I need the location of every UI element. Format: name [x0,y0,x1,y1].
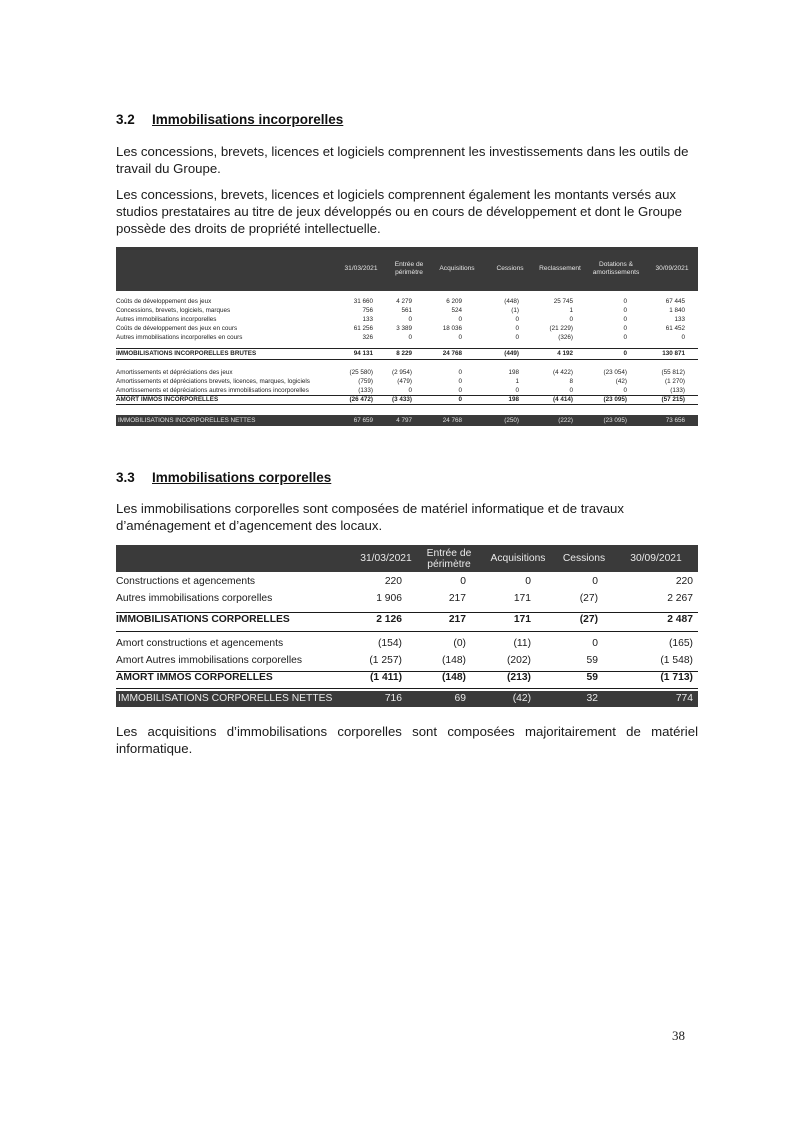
cell-value: (1) [511,307,519,314]
cell-value: (759) [358,378,373,385]
table-row [116,576,698,591]
cell-value: 67 659 [353,417,373,424]
cell-value: 59 [586,655,598,666]
section-number: 3.2 [116,112,135,127]
cell-value: 326 [362,334,373,341]
cell-value: (21 229) [549,325,573,332]
column-header: Entrée de périmètre [426,547,472,570]
column-header: Entrée de périmètre [394,261,424,276]
cell-value: 0 [515,316,519,323]
cell-value: 133 [362,316,373,323]
cell-value: 31 660 [353,298,373,305]
row-label: Autres immobilisations corporelles [116,593,273,604]
table-row [116,307,698,316]
cell-value: 2 267 [667,593,693,604]
cell-value: (133) [670,387,685,394]
cell-value: 220 [384,576,402,587]
cell-value: (202) [506,655,531,666]
column-header: Reclassement [539,265,581,272]
cell-value: 171 [513,593,531,604]
cell-value: (222) [558,417,573,424]
cell-value: 0 [458,387,462,394]
cell-value: 4 279 [396,298,412,305]
row-label: Autres immobilisations incorporelles en cours [116,334,243,341]
cell-value: (479) [397,378,412,385]
cell-value: (2 954) [392,369,412,376]
cell-value: 0 [569,387,573,394]
cell-value: (27) [579,614,598,625]
cell-value: (1 713) [660,672,693,683]
cell-value: 2 126 [376,614,402,625]
intangible-assets-table [116,247,698,447]
page-number: 38 [672,1028,685,1043]
cell-value: 220 [675,576,693,587]
cell-value: 133 [674,316,685,323]
cell-value: 0 [460,576,466,587]
cell-value: 6 209 [446,298,462,305]
cell-value: (165) [668,638,693,649]
cell-value: (1 411) [369,672,402,683]
cell-value: 69 [454,693,466,704]
cell-value: 0 [458,378,462,385]
table-row [116,638,698,653]
cell-value: 0 [408,387,412,394]
cell-value: 0 [408,334,412,341]
row-label: Concessions, brevets, logiciels, marques [116,307,231,314]
column-header: Cessions [562,553,606,564]
cell-value: (154) [377,638,402,649]
cell-value: 18 036 [442,325,462,332]
cell-value: 32 [586,693,598,704]
column-header: Acquisitions [439,265,475,272]
table-row [116,325,698,334]
cell-value: (1 257) [369,655,402,666]
tangible-assets-table [116,545,698,710]
cell-value: 171 [513,614,531,625]
table-row [116,655,698,670]
cell-value: (449) [504,350,519,357]
cell-value: 94 131 [353,350,373,357]
table-row [116,369,698,378]
cell-value: 774 [675,693,693,704]
column-header: 31/03/2021 [344,265,378,272]
cell-value: 1 906 [376,593,402,604]
cell-value: (27) [579,593,598,604]
cell-value: 716 [384,693,402,704]
cell-value: (57 215) [661,396,685,403]
cell-value: 0 [623,307,627,314]
row-label: IMMOBILISATIONS INCORPORELLES NETTES [118,417,256,424]
section-number: 3.3 [116,470,135,485]
cell-value: 561 [401,307,412,314]
cell-value: (55 812) [661,369,685,376]
row-label: Amortissements et dépréciations des jeux [116,369,233,376]
column-header: 30/09/2021 [630,553,682,564]
table-row-net-total [116,415,698,426]
table-row [116,334,698,343]
row-label: Amortissements et dépréciations brevets, licences, marques, logiciels [116,378,310,385]
cell-value: (42) [615,378,627,385]
cell-value: (148) [441,655,466,666]
cell-value: (3 433) [392,396,412,403]
cell-value: 756 [362,307,373,314]
cell-value: (1 548) [660,655,693,666]
paragraph: Les acquisitions d’immobilisations corporelles sont composées majoritairement de matériel informatique. [116,724,698,756]
cell-value: 0 [458,396,462,403]
cell-value: 4 797 [396,417,412,424]
cell-value: 0 [623,325,627,332]
cell-value: 0 [525,576,531,587]
cell-value: (4 422) [553,369,573,376]
row-label: IMMOBILISATIONS INCORPORELLES BRUTES [116,350,257,357]
cell-value: 0 [458,334,462,341]
cell-value: (23 095) [603,417,627,424]
cell-value: 0 [458,369,462,376]
cell-value: (1 270) [665,378,685,385]
rule [116,612,698,613]
row-label: Constructions et agencements [116,576,256,587]
cell-value: 73 656 [665,417,685,424]
paragraph: Les immobilisations corporelles sont composées de matériel informatique et de travaux d’aménagement et d’agencement des locaux. [116,501,624,533]
cell-value: (11) [513,638,531,649]
cell-value: 67 445 [665,298,685,305]
cell-value: (148) [441,672,466,683]
cell-value: 4 192 [557,350,573,357]
table-row-net-total [116,691,698,707]
cell-value: 0 [623,334,627,341]
rule [116,359,698,360]
cell-value: 8 229 [396,350,412,357]
cell-value: 217 [448,614,466,625]
table-row [116,378,698,387]
cell-value: 1 840 [669,307,685,314]
cell-value: 0 [623,316,627,323]
row-label: Coûts de développement des jeux [116,298,212,305]
cell-value: 1 [515,378,519,385]
row-label: Coûts de développement des jeux en cours [116,325,238,332]
paragraph: Les concessions, brevets, licences et logiciels comprennent les investissements dans les outils de travail du Groupe. [116,144,689,176]
cell-value: 0 [681,334,685,341]
table-row [116,316,698,325]
cell-value: 0 [623,387,627,394]
cell-value: 24 768 [442,417,462,424]
cell-value: 198 [508,396,519,403]
section-heading-3-3 [116,470,331,485]
row-label: IMMOBILISATIONS CORPORELLES NETTES [118,693,333,704]
cell-value: 0 [592,638,598,649]
cell-value: 0 [458,316,462,323]
cell-value: (23 054) [603,369,627,376]
row-label: AMORT IMMOS CORPORELLES [116,672,273,683]
cell-value: 0 [569,316,573,323]
column-header: Cessions [496,265,524,272]
row-label: Amort constructions et agencements [116,638,284,649]
cell-value: 3 389 [396,325,412,332]
cell-value: (213) [506,672,531,683]
table-row-total [116,672,698,687]
rule [116,348,698,349]
cell-value: (448) [504,298,519,305]
column-header: 31/03/2021 [360,553,412,564]
column-header: Acquisitions [490,553,546,564]
cell-value: (326) [558,334,573,341]
table-row-total [116,614,698,629]
column-header: 30/09/2021 [655,265,689,272]
table-row [116,593,698,608]
section-title: Immobilisations corporelles [152,470,332,485]
cell-value: 25 745 [553,298,573,305]
cell-value: 198 [508,369,519,376]
cell-value: (42) [512,693,531,704]
cell-value: 8 [569,378,573,385]
cell-value: 59 [586,672,598,683]
cell-value: 61 452 [665,325,685,332]
table-row-total [116,350,698,359]
cell-value: 0 [592,576,598,587]
table-row [116,298,698,307]
cell-value: (26 472) [349,396,373,403]
rule [116,404,698,405]
cell-value: 217 [448,593,466,604]
cell-value: 24 768 [442,350,462,357]
section-title: Immobilisations incorporelles [152,112,344,127]
cell-value: 524 [451,307,462,314]
cell-value: (0) [453,638,466,649]
table-header [116,247,698,291]
section-heading-3-2 [116,112,343,127]
cell-value: (133) [358,387,373,394]
column-header: Dotations & amortissements [592,261,640,276]
cell-value: 0 [515,325,519,332]
cell-value: 0 [515,334,519,341]
cell-value: (25 580) [349,369,373,376]
row-label: Autres immobilisations incorporelles [116,316,217,323]
cell-value: 61 256 [353,325,373,332]
cell-value: (250) [504,417,519,424]
table-header [116,545,698,572]
cell-value: 2 487 [667,614,693,625]
rule [116,688,698,689]
cell-value: 130 871 [662,350,685,357]
cell-value: 1 [569,307,573,314]
cell-value: 0 [515,387,519,394]
cell-value: (23 095) [603,396,627,403]
row-label: IMMOBILISATIONS CORPORELLES [116,614,290,625]
cell-value: 0 [408,316,412,323]
paragraph: Les concessions, brevets, licences et logiciels comprennent également les montants versés aux studios prestataires au titre de jeux développés ou en cours de développement et dont le Groupe possède des droits de propriété intellectuelle. [116,187,682,236]
cell-value: (4 414) [553,396,573,403]
row-label: AMORT IMMOS INCORPORELLES [116,396,219,403]
cell-value: 0 [623,298,627,305]
rule [116,631,698,632]
row-label: Amort Autres immobilisations corporelles [116,655,302,666]
row-label: Amortissements et dépréciations autres immobilisations incorporelles [116,387,309,394]
cell-value: 0 [623,350,627,357]
